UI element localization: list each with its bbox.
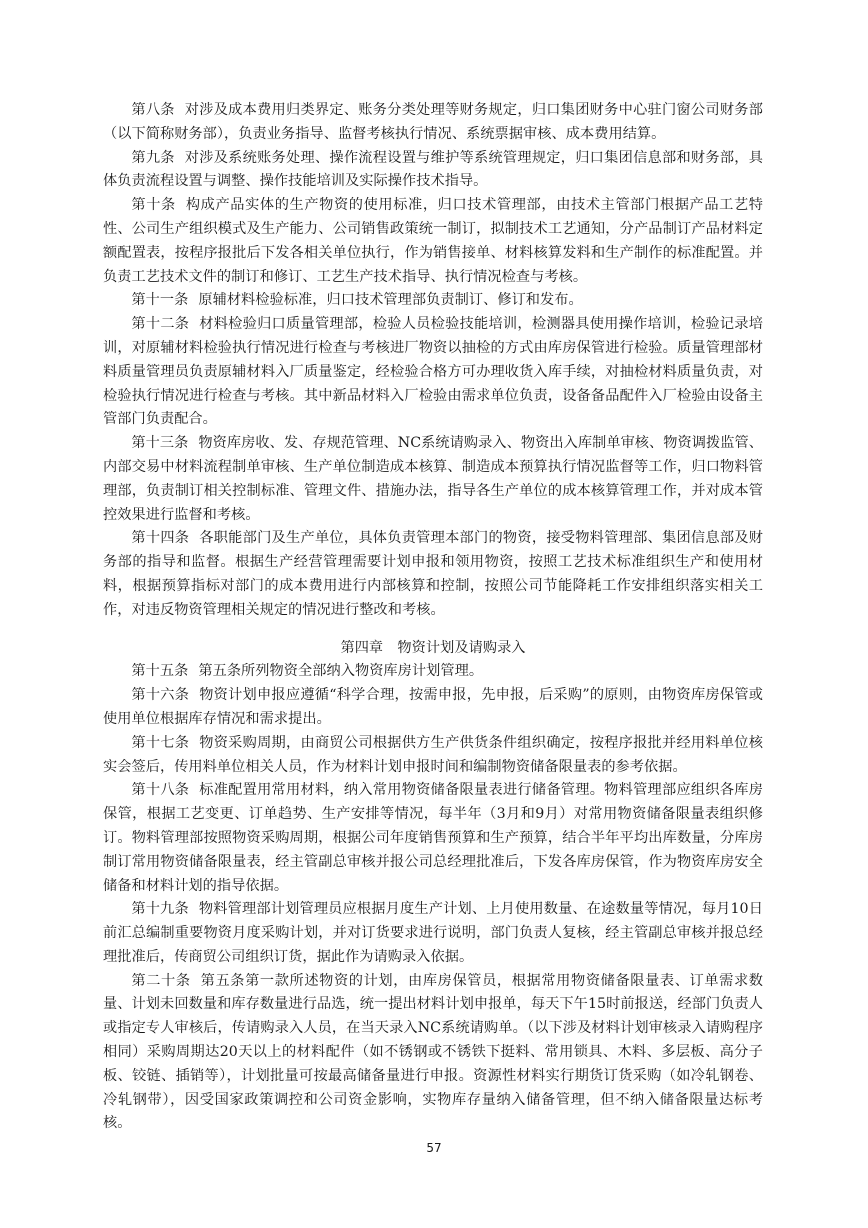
article-paragraph — [103, 432, 763, 527]
article-number: 第十六条 — [131, 687, 190, 704]
article-text: 物资库房收、发、存规范管理、NC系统请购录入、物资出入库制单审核、物资调拨监管、内部交易中材料流程制单审核、生产单位制造成本核算、制造成本预算执行情况监督等工作，归口物料管理部，负责制订相关控制标准、管理文件、措施办法，指导各生产单位的成本核算管理工作，并对成本管控效果进行监督和考核。 — [103, 435, 763, 523]
article-paragraph — [103, 732, 763, 780]
article-number: 第十九条 — [131, 901, 189, 918]
document-body — [103, 99, 763, 1136]
article-paragraph — [103, 660, 763, 684]
article-number: 第九条 — [131, 149, 175, 166]
article-paragraph — [103, 99, 763, 147]
article-paragraph — [103, 194, 763, 289]
article-paragraph — [103, 898, 763, 969]
article-text: 物料管理部计划管理员应根据月度生产计划、上月使用数量、在途数量等情况，每月10日前汇总编制重要物资月度采购计划，并对订货要求进行说明，部门负责人复核，经主管副总审核并报总经理批准后，传商贸公司组织订货，据此作为请购录入依据。 — [103, 901, 764, 965]
article-paragraph — [103, 779, 763, 898]
article-text: 物资计划申报应遵循“科学合理，按需申报，先申报，后采购”的原则，由物资库房保管或使用单位根据库存情况和需求提出。 — [103, 687, 763, 727]
article-paragraph — [103, 684, 763, 732]
article-number: 第十三条 — [131, 435, 189, 452]
article-number: 第二十条 — [131, 972, 191, 989]
article-text: 原辅材料检验标准，归口技术管理部负责制订、修订和发布。 — [198, 292, 583, 309]
article-text: 材料检验归口质量管理部，检验人员检验技能培训，检测器具使用操作培训，检验记录培训，对原辅材料检验执行情况进行检查与考核进厂物资以抽检的方式由库房保管进行检验。质量管理部材料质量管理员负责原辅材料入厂质量鉴定，经检验合格方可办理收货入库手续，对抽检材料质量负责，对检验执行情况进行检查与考核。其中新品材料入厂检验由需求单位负责，设备备品配件入厂检验由设备主管部门负责配合。 — [103, 316, 764, 428]
article-text: 对涉及系统账务处理、操作流程设置与维护等系统管理规定，归口集团信息部和财务部，具体负责流程设置与调整、操作技能培训及实际操作技术指导。 — [103, 149, 763, 190]
article-number: 第十五条 — [131, 663, 189, 680]
article-paragraph — [103, 313, 763, 432]
article-number: 第十七条 — [131, 734, 190, 751]
article-number: 第八条 — [131, 102, 175, 118]
article-number: 第十二条 — [131, 316, 190, 333]
article-text: 对涉及成本费用归类界定、账务分类处理等财务规定，归口集团财务中心驻门窗公司财务部（以下简称财务部），负责业务指导、监督考核执行情况、系统票据审核、成本费用结算。 — [103, 102, 763, 142]
article-paragraph — [103, 147, 763, 195]
article-text: 物资采购周期，由商贸公司根据供方生产供货条件组织确定，按程序报批并经用料单位核实会签后，传用料单位相关人员，作为材料计划申报时间和编制物资储备限量表的参考依据。 — [103, 734, 764, 775]
section-after — [103, 660, 763, 1136]
article-text: 标准配置用常用材料，纳入常用物资储备限量表进行储备管理。物料管理部应组织各库房保管，根据工艺变更、订单趋势、生产安排等情况，每半年（3月和9月）对常用物资储备限量表组织修订。物料管理部按照物资采购周期，根据公司年度销售预算和生产预算，结合半年平均出库数量，分库房制订常用物资储备限量表，经主管副总审核并报公司总经理批准后，下发各库房保管，作为物资库房安全储备和材料计划的指导依据。 — [103, 782, 764, 894]
article-number: 第十条 — [131, 197, 176, 214]
article-text: 构成产品实体的生产物资的使用标准，归口技术管理部，由技术主管部门根据产品工艺特性、公司生产组织模式及生产能力、公司销售政策统一制订，拟制技术工艺通知，分产品制订产品材料定额配置表，按程序报批后下发各相关单位执行，作为销售接单、材料核算发料和生产制作的标准配置。并负责工艺技术文件的制订和修订、工艺生产技术指导、执行情况检查与考核。 — [103, 197, 764, 285]
article-number: 第十八条 — [131, 782, 190, 799]
chapter-heading: 第四章 物资计划及请购录入 — [340, 639, 526, 656]
article-paragraph — [103, 289, 763, 313]
article-number: 第十一条 — [131, 292, 189, 309]
article-paragraph — [103, 527, 763, 622]
article-text: 第五条所列物资全部纳入物资库房计划管理。 — [198, 663, 484, 680]
article-text: 各职能部门及生产单位，具体负责管理本部门的物资，接受物料管理部、集团信息部及财务部的指导和监督。根据生产经营管理需要计划申报和领用物资，按照工艺技术标准组织生产和使用材料，根据预算指标对部门的成本费用进行内部核算和控制，按照公司节能降耗工作安排组织落实相关工作，对违反物资管理相关规定的情况进行整改和考核。 — [103, 530, 764, 618]
article-number: 第十四条 — [131, 530, 190, 547]
article-text: 第五条第一款所述物资的计划，由库房保管员，根据常用物资储备限量表、订单需求数量、计划未回数量和库存数量进行品选，统一提出材料计划申报单，每天下午15时前报送，经部门负责人或指定专人审核后，传请购录入人员，在当天录入NC系统请购单。（以下涉及材料计划审核录入请购程序相同）采购周期达20天以上的材料配件（如不锈钢或不锈铁下挺料、常用锁具、木料、多层板、高分子板、铰链、插销等），计划批量可按最高储备量进行申报。资源性材料实行期货订货采购（如冷轧钢卷、冷轧钢带），因受国家政策调控和公司资金影响，实物库存量纳入储备管理，但不纳入储备限量达标考核。 — [103, 972, 764, 1132]
page-number: 57 — [426, 1141, 442, 1155]
section-before — [103, 99, 763, 623]
article-paragraph — [103, 970, 763, 1137]
